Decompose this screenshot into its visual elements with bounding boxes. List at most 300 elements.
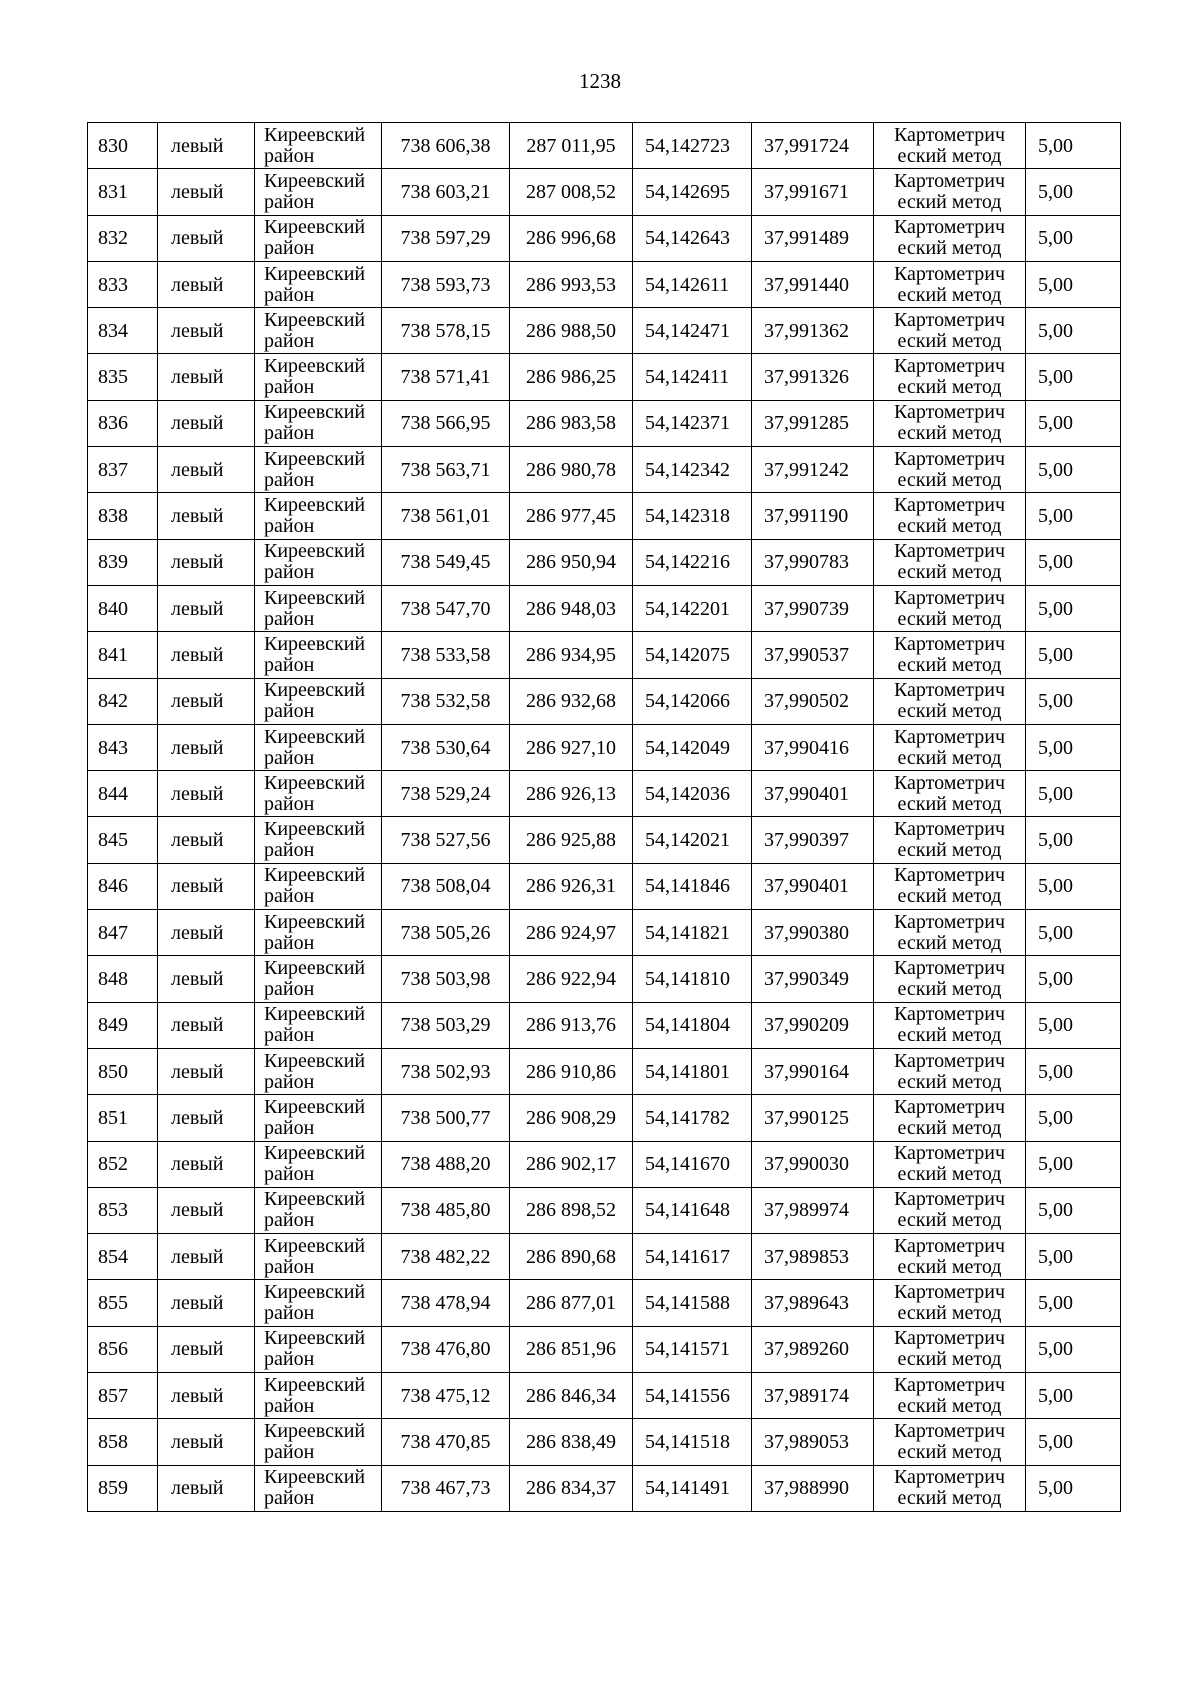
- method-cell-line-1: Картометрич: [893, 586, 1006, 609]
- longitude-cell: 37,990164: [752, 1048, 874, 1094]
- method-cell-line-2: еский метод: [897, 1348, 1002, 1371]
- accuracy-cell: 5,00: [1026, 1141, 1121, 1187]
- district-cell: [255, 1095, 382, 1141]
- longitude-cell: 37,990401: [752, 771, 874, 817]
- district-cell-line-1: Киреевский: [264, 355, 366, 378]
- point-number-cell: 841: [88, 632, 158, 678]
- method-cell-line-2: еский метод: [897, 1255, 1002, 1278]
- accuracy-cell: 5,00: [1026, 1373, 1121, 1419]
- longitude-cell: 37,989260: [752, 1326, 874, 1372]
- side-cell: левый: [158, 585, 255, 631]
- accuracy-cell: 5,00: [1026, 123, 1121, 169]
- method-cell: [874, 1095, 1026, 1141]
- district-cell-line-1: Киреевский: [264, 679, 366, 702]
- latitude-cell: 54,142021: [633, 817, 752, 863]
- district-cell: [255, 169, 382, 215]
- accuracy-cell: 5,00: [1026, 539, 1121, 585]
- table-row: [88, 910, 1121, 956]
- table-row: [88, 678, 1121, 724]
- side-cell: левый: [158, 1187, 255, 1233]
- x-coordinate-cell: 738 566,95: [382, 400, 510, 446]
- side-cell: левый: [158, 1465, 255, 1511]
- latitude-cell: 54,142318: [633, 493, 752, 539]
- district-cell: [255, 400, 382, 446]
- method-cell: [874, 1326, 1026, 1372]
- table-row: [88, 1002, 1121, 1048]
- point-number-cell: 840: [88, 585, 158, 631]
- method-cell: [874, 724, 1026, 770]
- table-row: [88, 261, 1121, 307]
- accuracy-cell: 5,00: [1026, 400, 1121, 446]
- method-cell: [874, 1373, 1026, 1419]
- y-coordinate-cell: 287 011,95: [510, 123, 633, 169]
- district-cell: [255, 817, 382, 863]
- district-cell-line-1: Киреевский: [264, 169, 366, 192]
- point-number-cell: 843: [88, 724, 158, 770]
- accuracy-cell: 5,00: [1026, 1002, 1121, 1048]
- longitude-cell: 37,990397: [752, 817, 874, 863]
- longitude-cell: 37,991671: [752, 169, 874, 215]
- method-cell-line-2: еский метод: [897, 283, 1002, 306]
- side-cell: левый: [158, 678, 255, 724]
- method-cell: [874, 817, 1026, 863]
- accuracy-cell: 5,00: [1026, 771, 1121, 817]
- district-cell: [255, 1419, 382, 1465]
- accuracy-cell: 5,00: [1026, 1280, 1121, 1326]
- x-coordinate-cell: 738 527,56: [382, 817, 510, 863]
- y-coordinate-cell: 286 890,68: [510, 1234, 633, 1280]
- method-cell: [874, 1465, 1026, 1511]
- table-row: [88, 1419, 1121, 1465]
- district-cell: [255, 1465, 382, 1511]
- method-cell-line-1: Картометрич: [893, 1419, 1006, 1442]
- table-row: [88, 632, 1121, 678]
- side-cell: левый: [158, 215, 255, 261]
- accuracy-cell: 5,00: [1026, 308, 1121, 354]
- method-cell: [874, 1234, 1026, 1280]
- table-row: [88, 1234, 1121, 1280]
- method-cell-line-1: Картометрич: [893, 494, 1006, 517]
- point-number-cell: 833: [88, 261, 158, 307]
- latitude-cell: 54,141801: [633, 1048, 752, 1094]
- district-cell-line-1: Киреевский: [264, 956, 366, 979]
- x-coordinate-cell: 738 606,38: [382, 123, 510, 169]
- district-cell-line-2: район: [264, 1209, 315, 1232]
- table-row: [88, 493, 1121, 539]
- table-row: [88, 863, 1121, 909]
- district-cell-line-2: район: [264, 839, 315, 862]
- district-cell: [255, 632, 382, 678]
- method-cell-line-2: еский метод: [897, 237, 1002, 260]
- district-cell-line-2: район: [264, 1024, 315, 1047]
- side-cell: левый: [158, 1326, 255, 1372]
- method-cell: [874, 123, 1026, 169]
- latitude-cell: 54,141648: [633, 1187, 752, 1233]
- method-cell: [874, 261, 1026, 307]
- district-cell-line-2: район: [264, 885, 315, 908]
- side-cell: левый: [158, 956, 255, 1002]
- longitude-cell: 37,991440: [752, 261, 874, 307]
- district-cell: [255, 724, 382, 770]
- x-coordinate-cell: 738 571,41: [382, 354, 510, 400]
- district-cell-line-1: Киреевский: [264, 771, 366, 794]
- table-row: [88, 771, 1121, 817]
- y-coordinate-cell: 286 834,37: [510, 1465, 633, 1511]
- y-coordinate-cell: 286 983,58: [510, 400, 633, 446]
- district-cell-line-2: район: [264, 700, 315, 723]
- latitude-cell: 54,142036: [633, 771, 752, 817]
- latitude-cell: 54,142049: [633, 724, 752, 770]
- side-cell: левый: [158, 493, 255, 539]
- method-cell-line-1: Картометрич: [893, 1142, 1006, 1165]
- longitude-cell: 37,990030: [752, 1141, 874, 1187]
- latitude-cell: 54,142471: [633, 308, 752, 354]
- district-cell-line-2: район: [264, 561, 315, 584]
- x-coordinate-cell: 738 593,73: [382, 261, 510, 307]
- longitude-cell: 37,990209: [752, 1002, 874, 1048]
- latitude-cell: 54,141571: [633, 1326, 752, 1372]
- x-coordinate-cell: 738 482,22: [382, 1234, 510, 1280]
- point-number-cell: 836: [88, 400, 158, 446]
- x-coordinate-cell: 738 485,80: [382, 1187, 510, 1233]
- y-coordinate-cell: 287 008,52: [510, 169, 633, 215]
- x-coordinate-cell: 738 578,15: [382, 308, 510, 354]
- point-number-cell: 839: [88, 539, 158, 585]
- district-cell-line-2: район: [264, 1255, 315, 1278]
- accuracy-cell: 5,00: [1026, 261, 1121, 307]
- longitude-cell: 37,990380: [752, 910, 874, 956]
- district-cell: [255, 447, 382, 493]
- y-coordinate-cell: 286 986,25: [510, 354, 633, 400]
- district-cell: [255, 1326, 382, 1372]
- longitude-cell: 37,991326: [752, 354, 874, 400]
- y-coordinate-cell: 286 910,86: [510, 1048, 633, 1094]
- method-cell-line-1: Картометрич: [893, 1234, 1006, 1257]
- method-cell-line-1: Картометрич: [893, 1373, 1006, 1396]
- method-cell-line-2: еский метод: [897, 1302, 1002, 1325]
- accuracy-cell: 5,00: [1026, 169, 1121, 215]
- y-coordinate-cell: 286 877,01: [510, 1280, 633, 1326]
- method-cell-line-1: Картометрич: [893, 401, 1006, 424]
- accuracy-cell: 5,00: [1026, 724, 1121, 770]
- method-cell-line-1: Картометрич: [893, 355, 1006, 378]
- district-cell: [255, 215, 382, 261]
- side-cell: левый: [158, 1048, 255, 1094]
- accuracy-cell: 5,00: [1026, 585, 1121, 631]
- longitude-cell: 37,990349: [752, 956, 874, 1002]
- district-cell: [255, 354, 382, 400]
- method-cell: [874, 215, 1026, 261]
- method-cell-line-2: еский метод: [897, 700, 1002, 723]
- method-cell-line-1: Картометрич: [893, 262, 1006, 285]
- method-cell: [874, 169, 1026, 215]
- point-number-cell: 847: [88, 910, 158, 956]
- method-cell-line-2: еский метод: [897, 607, 1002, 630]
- district-cell-line-1: Киреевский: [264, 401, 366, 424]
- latitude-cell: 54,141846: [633, 863, 752, 909]
- table-row: [88, 585, 1121, 631]
- side-cell: левый: [158, 1419, 255, 1465]
- x-coordinate-cell: 738 508,04: [382, 863, 510, 909]
- latitude-cell: 54,141670: [633, 1141, 752, 1187]
- district-cell: [255, 863, 382, 909]
- district-cell: [255, 585, 382, 631]
- side-cell: левый: [158, 354, 255, 400]
- method-cell-line-1: Картометрич: [893, 1188, 1006, 1211]
- table-row: [88, 215, 1121, 261]
- district-cell-line-2: район: [264, 1302, 315, 1325]
- district-cell-line-2: район: [264, 329, 315, 352]
- y-coordinate-cell: 286 908,29: [510, 1095, 633, 1141]
- x-coordinate-cell: 738 467,73: [382, 1465, 510, 1511]
- table-row: [88, 1326, 1121, 1372]
- longitude-cell: 37,989174: [752, 1373, 874, 1419]
- point-number-cell: 857: [88, 1373, 158, 1419]
- method-cell: [874, 1187, 1026, 1233]
- district-cell-line-2: район: [264, 1440, 315, 1463]
- method-cell-line-1: Картометрич: [893, 216, 1006, 239]
- table-row: [88, 724, 1121, 770]
- y-coordinate-cell: 286 846,34: [510, 1373, 633, 1419]
- method-cell-line-2: еский метод: [897, 1394, 1002, 1417]
- district-cell-line-1: Киреевский: [264, 1003, 366, 1026]
- method-cell: [874, 539, 1026, 585]
- longitude-cell: 37,991190: [752, 493, 874, 539]
- side-cell: левый: [158, 632, 255, 678]
- point-number-cell: 851: [88, 1095, 158, 1141]
- accuracy-cell: 5,00: [1026, 910, 1121, 956]
- y-coordinate-cell: 286 925,88: [510, 817, 633, 863]
- method-cell-line-1: Картометрич: [893, 540, 1006, 563]
- side-cell: левый: [158, 539, 255, 585]
- district-cell-line-2: район: [264, 1116, 315, 1139]
- table-row: [88, 1187, 1121, 1233]
- district-cell-line-1: Киреевский: [264, 1466, 366, 1489]
- y-coordinate-cell: 286 980,78: [510, 447, 633, 493]
- page-number: 1238: [579, 69, 621, 93]
- accuracy-cell: 5,00: [1026, 956, 1121, 1002]
- table-row: [88, 1141, 1121, 1187]
- method-cell-line-2: еский метод: [897, 1487, 1002, 1510]
- district-cell-line-1: Киреевский: [264, 262, 366, 285]
- district-cell-line-2: район: [264, 1487, 315, 1510]
- district-cell-line-1: Киреевский: [264, 308, 366, 331]
- district-cell: [255, 1373, 382, 1419]
- accuracy-cell: 5,00: [1026, 817, 1121, 863]
- method-cell-line-1: Картометрич: [893, 447, 1006, 470]
- point-number-cell: 846: [88, 863, 158, 909]
- point-number-cell: 832: [88, 215, 158, 261]
- x-coordinate-cell: 738 532,58: [382, 678, 510, 724]
- accuracy-cell: 5,00: [1026, 447, 1121, 493]
- district-cell-line-2: район: [264, 468, 315, 491]
- district-cell: [255, 539, 382, 585]
- table-row: [88, 308, 1121, 354]
- latitude-cell: 54,142216: [633, 539, 752, 585]
- point-number-cell: 856: [88, 1326, 158, 1372]
- method-cell-line-2: еский метод: [897, 561, 1002, 584]
- latitude-cell: 54,142201: [633, 585, 752, 631]
- method-cell-line-2: еский метод: [897, 515, 1002, 538]
- y-coordinate-cell: 286 898,52: [510, 1187, 633, 1233]
- point-number-cell: 848: [88, 956, 158, 1002]
- district-cell: [255, 261, 382, 307]
- district-cell-line-1: Киреевский: [264, 818, 366, 841]
- table-row: [88, 123, 1121, 169]
- method-cell-line-1: Картометрич: [893, 308, 1006, 331]
- district-cell: [255, 308, 382, 354]
- longitude-cell: 37,990125: [752, 1095, 874, 1141]
- method-cell-line-2: еский метод: [897, 1209, 1002, 1232]
- table-row: [88, 817, 1121, 863]
- district-cell: [255, 910, 382, 956]
- table-row: [88, 1048, 1121, 1094]
- district-cell-line-2: район: [264, 190, 315, 213]
- method-cell-line-2: еский метод: [897, 1070, 1002, 1093]
- method-cell-line-2: еский метод: [897, 746, 1002, 769]
- district-cell-line-1: Киреевский: [264, 1373, 366, 1396]
- district-cell-line-2: район: [264, 1163, 315, 1186]
- x-coordinate-cell: 738 530,64: [382, 724, 510, 770]
- y-coordinate-cell: 286 922,94: [510, 956, 633, 1002]
- side-cell: левый: [158, 863, 255, 909]
- x-coordinate-cell: 738 549,45: [382, 539, 510, 585]
- method-cell-line-1: Картометрич: [893, 771, 1006, 794]
- latitude-cell: 54,142643: [633, 215, 752, 261]
- table-row: [88, 1280, 1121, 1326]
- accuracy-cell: 5,00: [1026, 1419, 1121, 1465]
- district-cell: [255, 123, 382, 169]
- method-cell-line-2: еский метод: [897, 468, 1002, 491]
- latitude-cell: 54,142695: [633, 169, 752, 215]
- side-cell: левый: [158, 1002, 255, 1048]
- method-cell: [874, 1141, 1026, 1187]
- district-cell-line-1: Киреевский: [264, 725, 366, 748]
- accuracy-cell: 5,00: [1026, 678, 1121, 724]
- side-cell: левый: [158, 261, 255, 307]
- side-cell: левый: [158, 447, 255, 493]
- district-cell: [255, 1234, 382, 1280]
- method-cell-line-1: Картометрич: [893, 632, 1006, 655]
- district-cell-line-1: Киреевский: [264, 632, 366, 655]
- x-coordinate-cell: 738 561,01: [382, 493, 510, 539]
- latitude-cell: 54,141782: [633, 1095, 752, 1141]
- district-cell-line-2: район: [264, 977, 315, 1000]
- district-cell-line-2: район: [264, 237, 315, 260]
- side-cell: левый: [158, 1373, 255, 1419]
- latitude-cell: 54,141804: [633, 1002, 752, 1048]
- method-cell-line-1: Картометрич: [893, 725, 1006, 748]
- x-coordinate-cell: 738 502,93: [382, 1048, 510, 1094]
- district-cell-line-1: Киреевский: [264, 494, 366, 517]
- coordinates-table: [87, 122, 1121, 1512]
- point-number-cell: 838: [88, 493, 158, 539]
- x-coordinate-cell: 738 597,29: [382, 215, 510, 261]
- method-cell-line-2: еский метод: [897, 422, 1002, 445]
- latitude-cell: 54,141821: [633, 910, 752, 956]
- method-cell-line-2: еский метод: [897, 931, 1002, 954]
- point-number-cell: 850: [88, 1048, 158, 1094]
- district-cell-line-2: район: [264, 422, 315, 445]
- district-cell: [255, 1002, 382, 1048]
- district-cell-line-1: Киреевский: [264, 447, 366, 470]
- table-row: [88, 447, 1121, 493]
- method-cell-line-1: Картометрич: [893, 169, 1006, 192]
- method-cell: [874, 956, 1026, 1002]
- y-coordinate-cell: 286 851,96: [510, 1326, 633, 1372]
- district-cell: [255, 1187, 382, 1233]
- district-cell-line-1: Киреевский: [264, 586, 366, 609]
- method-cell-line-2: еский метод: [897, 1163, 1002, 1186]
- method-cell-line-1: Картометрич: [893, 1095, 1006, 1118]
- latitude-cell: 54,141556: [633, 1373, 752, 1419]
- latitude-cell: 54,142342: [633, 447, 752, 493]
- district-cell: [255, 1048, 382, 1094]
- accuracy-cell: 5,00: [1026, 1095, 1121, 1141]
- side-cell: левый: [158, 1141, 255, 1187]
- longitude-cell: 37,991285: [752, 400, 874, 446]
- method-cell: [874, 863, 1026, 909]
- longitude-cell: 37,990416: [752, 724, 874, 770]
- method-cell: [874, 1048, 1026, 1094]
- district-cell-line-1: Киреевский: [264, 1095, 366, 1118]
- method-cell-line-1: Картометрич: [893, 956, 1006, 979]
- x-coordinate-cell: 738 533,58: [382, 632, 510, 678]
- side-cell: левый: [158, 771, 255, 817]
- longitude-cell: 37,990401: [752, 863, 874, 909]
- district-cell-line-1: Киреевский: [264, 864, 366, 887]
- district-cell-line-1: Киреевский: [264, 1234, 366, 1257]
- district-cell-line-2: район: [264, 746, 315, 769]
- district-cell: [255, 678, 382, 724]
- x-coordinate-cell: 738 478,94: [382, 1280, 510, 1326]
- side-cell: левый: [158, 169, 255, 215]
- method-cell: [874, 632, 1026, 678]
- point-number-cell: 831: [88, 169, 158, 215]
- method-cell: [874, 400, 1026, 446]
- method-cell-line-1: Картометрич: [893, 1281, 1006, 1304]
- method-cell-line-1: Картометрич: [893, 123, 1006, 146]
- district-cell-line-2: район: [264, 653, 315, 676]
- district-cell-line-2: район: [264, 515, 315, 538]
- accuracy-cell: 5,00: [1026, 632, 1121, 678]
- accuracy-cell: 5,00: [1026, 1048, 1121, 1094]
- district-cell: [255, 956, 382, 1002]
- side-cell: левый: [158, 724, 255, 770]
- method-cell-line-2: еский метод: [897, 1116, 1002, 1139]
- table-row: [88, 539, 1121, 585]
- x-coordinate-cell: 738 475,12: [382, 1373, 510, 1419]
- method-cell: [874, 1002, 1026, 1048]
- latitude-cell: 54,142411: [633, 354, 752, 400]
- table-row: [88, 169, 1121, 215]
- longitude-cell: 37,991362: [752, 308, 874, 354]
- district-cell-line-1: Киреевский: [264, 910, 366, 933]
- district-cell-line-1: Киреевский: [264, 1188, 366, 1211]
- method-cell-line-1: Картометрич: [893, 818, 1006, 841]
- method-cell: [874, 678, 1026, 724]
- district-cell-line-1: Киреевский: [264, 216, 366, 239]
- method-cell-line-2: еский метод: [897, 885, 1002, 908]
- point-number-cell: 858: [88, 1419, 158, 1465]
- x-coordinate-cell: 738 505,26: [382, 910, 510, 956]
- latitude-cell: 54,141810: [633, 956, 752, 1002]
- district-cell-line-2: район: [264, 144, 315, 167]
- side-cell: левый: [158, 1234, 255, 1280]
- latitude-cell: 54,141518: [633, 1419, 752, 1465]
- side-cell: левый: [158, 400, 255, 446]
- accuracy-cell: 5,00: [1026, 863, 1121, 909]
